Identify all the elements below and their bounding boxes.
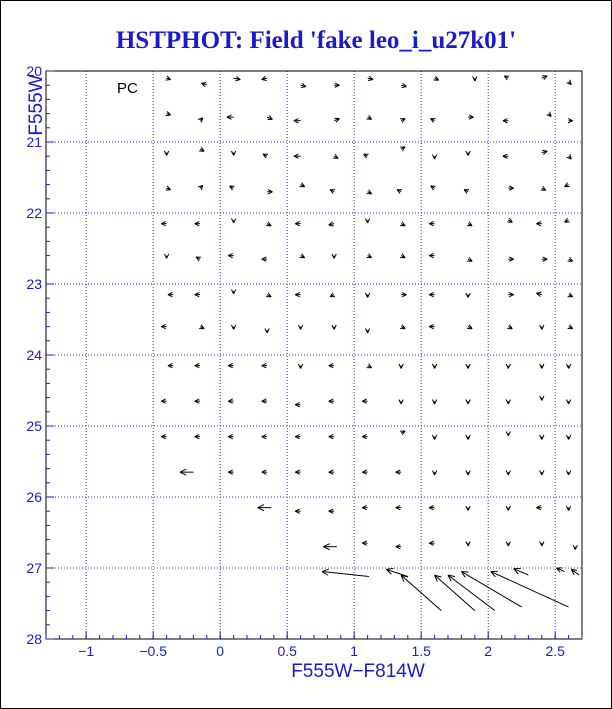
vector-arrow — [540, 435, 544, 440]
y-tick-label-1: 21 — [26, 134, 42, 150]
vector-arrow — [166, 111, 171, 115]
vector-arrow — [295, 509, 300, 513]
vector-arrow — [198, 118, 203, 123]
vector-arrow — [266, 293, 271, 297]
chart-title: HSTPHOT: Field 'fake leo_i_u27k01' — [115, 27, 517, 54]
vector-arrow — [228, 253, 233, 257]
vector-arrow — [267, 190, 272, 194]
vector-arrow — [547, 112, 552, 117]
vector-arrow — [540, 325, 544, 330]
vector-arrow — [263, 154, 268, 158]
vector-arrow — [365, 293, 369, 298]
vector-arrow — [573, 545, 577, 550]
vector-arrow — [507, 325, 512, 329]
vector-arrow — [396, 505, 401, 509]
vector-arrow — [400, 222, 405, 226]
y-tick-label-6: 26 — [26, 489, 42, 505]
vector-arrow — [400, 254, 405, 258]
vector-arrow — [466, 151, 470, 156]
vector-arrow — [332, 325, 336, 330]
vector-arrow — [401, 83, 406, 87]
vector-arrow — [262, 434, 267, 438]
vector-arrow — [231, 218, 235, 223]
vector-arrow — [566, 435, 570, 440]
vector-arrow — [504, 76, 509, 80]
vector-arrow — [195, 363, 200, 367]
vector-arrow — [295, 292, 300, 296]
vector-arrow — [396, 470, 401, 474]
vector-arrow — [330, 293, 335, 297]
vector-arrow — [466, 293, 470, 298]
vector-arrow — [396, 545, 401, 549]
vector-arrow — [434, 76, 439, 80]
y-tick-label-3: 23 — [26, 276, 42, 292]
vector-arrow — [466, 435, 470, 440]
vector-arrow — [565, 183, 570, 187]
vector-arrow — [397, 190, 402, 194]
vector-arrow — [161, 399, 166, 403]
vector-arrow — [506, 470, 510, 475]
vector-arrow — [364, 154, 369, 158]
vector-arrow — [566, 470, 570, 475]
vector-arrow — [400, 325, 405, 329]
vector-arrow — [571, 569, 579, 575]
vector-arrow — [473, 76, 477, 81]
vector-layer — [161, 76, 579, 611]
vector-arrow — [467, 325, 472, 329]
vector-arrow — [195, 399, 200, 403]
vector-arrow — [329, 363, 334, 367]
vector-arrow — [332, 254, 336, 259]
x-tick-label-0: −1 — [78, 643, 95, 659]
vector-arrow — [322, 569, 369, 576]
vector-arrow — [168, 363, 173, 367]
vector-arrow — [362, 399, 367, 403]
vector-arrow — [362, 505, 367, 509]
vector-arrow — [258, 505, 271, 511]
vector-arrow — [429, 505, 434, 509]
vector-arrow — [262, 363, 267, 367]
vector-arrow — [227, 115, 234, 119]
vector-arrow — [399, 364, 403, 369]
vector-arrow — [461, 572, 521, 608]
vector-arrow — [230, 186, 235, 190]
vector-arrow — [506, 506, 510, 511]
vector-arrow — [367, 254, 372, 258]
vector-arrow — [295, 470, 300, 474]
vector-arrow — [201, 83, 206, 87]
vector-arrow — [262, 76, 267, 80]
vector-arrow — [568, 257, 573, 261]
vector-arrow — [431, 186, 436, 190]
vector-arrow — [199, 325, 204, 329]
y-axis-label: F555W — [26, 74, 47, 136]
vector-arrow — [565, 218, 570, 222]
vector-arrow — [566, 506, 570, 511]
vector-arrow — [231, 151, 235, 156]
vector-arrow — [503, 154, 508, 158]
vector-arrow — [540, 541, 544, 546]
vector-arrow — [367, 364, 372, 368]
panel-label: PC — [117, 80, 138, 97]
vector-arrow — [294, 119, 301, 123]
vector-arrow — [231, 325, 235, 330]
vector-arrow — [568, 325, 573, 329]
x-tick-label-6: 2 — [484, 643, 493, 659]
vector-arrow — [507, 218, 512, 222]
vector-arrow — [365, 218, 369, 223]
vector-arrow — [294, 154, 301, 158]
vector-arrow — [540, 470, 544, 475]
vector-arrow — [329, 434, 334, 438]
vector-arrow — [429, 324, 434, 328]
vector-arrow — [466, 541, 470, 546]
x-tick-label-1: −0.5 — [139, 643, 168, 659]
vector-arrow — [536, 292, 541, 296]
vector-arrow — [400, 431, 405, 435]
x-tick-label-3: 0.5 — [277, 643, 297, 659]
x-tick-label-7: 2.5 — [545, 643, 565, 659]
vector-arrow — [508, 257, 513, 261]
vector-arrow — [329, 470, 334, 474]
vector-arrow — [295, 434, 300, 438]
vector-arrow — [536, 505, 541, 509]
vector-arrow — [567, 154, 572, 159]
vector-arrow — [467, 257, 472, 261]
vector-arrow — [298, 325, 302, 330]
vector-arrow — [228, 363, 233, 367]
vector-arrow — [368, 76, 373, 80]
vector-arrow — [362, 470, 367, 474]
vector-arrow — [542, 150, 547, 154]
vector-arrow — [367, 115, 372, 119]
vector-arrow — [161, 221, 166, 225]
vector-arrow — [566, 364, 570, 369]
vector-arrow — [466, 399, 470, 404]
y-tick-label-4: 24 — [26, 347, 42, 363]
vector-arrow — [432, 470, 436, 475]
x-tick-label-5: 1.5 — [411, 643, 431, 659]
vector-arrow — [231, 289, 235, 294]
vector-arrow — [557, 568, 565, 572]
vector-arrow — [429, 541, 434, 545]
y-tick-label-8: 28 — [26, 631, 42, 647]
vector-arrow — [506, 399, 510, 404]
x-tick-label-4: 1 — [350, 643, 359, 659]
vector-arrow — [429, 292, 434, 296]
vector-arrow — [400, 119, 405, 123]
vector-arrow — [195, 292, 200, 296]
vector-arrow — [506, 431, 510, 436]
vector-arrow — [198, 185, 203, 190]
vector-arrow — [195, 221, 200, 225]
vector-arrow — [567, 80, 572, 85]
vector-arrow — [295, 403, 300, 407]
vector-arrow — [432, 399, 436, 404]
y-tick-label-0: 20 — [26, 63, 42, 79]
vector-arrow — [401, 292, 406, 296]
y-tick-label-5: 25 — [26, 418, 42, 434]
vector-arrow — [540, 396, 544, 401]
vector-arrow — [429, 221, 434, 225]
vector-arrow — [506, 541, 510, 546]
vector-arrow — [164, 151, 168, 156]
vector-arrow — [362, 434, 367, 438]
vector-arrow — [466, 506, 470, 511]
vector-arrow — [168, 292, 173, 296]
vector-arrow — [508, 186, 513, 190]
vector-arrow — [466, 470, 470, 475]
vector-arrow — [362, 541, 367, 545]
vector-arrow — [262, 257, 267, 261]
vector-arrow — [196, 257, 201, 261]
vector-arrow — [262, 399, 267, 403]
vector-arrow — [180, 469, 193, 475]
vector-arrow — [166, 186, 171, 190]
vector-arrow — [323, 544, 336, 550]
vector-arrow — [566, 399, 570, 404]
vector-arrow — [568, 293, 573, 297]
vector-arrow — [508, 292, 513, 296]
vector-arrow — [195, 434, 200, 438]
y-tick-label-7: 27 — [26, 560, 42, 576]
vector-arrow — [161, 324, 166, 328]
vector-arrow — [506, 364, 510, 369]
vector-arrow — [541, 186, 546, 190]
vector-arrow — [429, 253, 434, 257]
vector-arrow — [536, 221, 541, 225]
vector-arrow — [464, 190, 469, 194]
vector-arrow — [300, 254, 305, 258]
vector-arrow — [400, 147, 405, 151]
vector-arrow — [542, 76, 547, 80]
vector-arrow — [266, 222, 271, 226]
vector-arrow — [491, 571, 569, 607]
x-axis-label: F555W−F814W — [291, 661, 425, 682]
vector-arrow — [386, 569, 407, 577]
vector-arrow — [228, 399, 233, 403]
vector-arrow — [329, 399, 334, 403]
vector-arrow — [330, 190, 335, 194]
vector-arrow — [568, 119, 573, 123]
vector-arrow — [365, 328, 369, 333]
vector-arrow — [514, 568, 529, 575]
vector-arrow — [228, 470, 233, 474]
vector-arrow — [262, 470, 267, 474]
vector-arrow — [298, 364, 302, 369]
axis-ticks — [26, 63, 582, 659]
vector-arrow — [334, 118, 339, 122]
vector-arrow — [265, 328, 269, 333]
vector-arrow — [399, 399, 403, 404]
vector-arrow — [166, 76, 171, 80]
vector-arrow — [467, 222, 472, 226]
vector-arrow — [333, 154, 338, 158]
grid-lines — [46, 71, 582, 639]
x-tick-label-2: 0 — [216, 643, 225, 659]
vector-arrow — [234, 76, 241, 80]
vector-arrow — [301, 83, 306, 87]
vector-arrow — [432, 364, 436, 369]
vector-arrow — [503, 119, 508, 123]
vector-arrow — [334, 83, 339, 87]
vector-arrow — [431, 119, 436, 123]
vector-arrow — [295, 221, 300, 225]
vector-arrow — [367, 190, 372, 194]
vector-arrow — [432, 435, 436, 440]
vector-arrow — [468, 115, 473, 119]
vector-arrow — [540, 364, 544, 369]
vector-arrow — [267, 116, 272, 120]
vector-arrow — [466, 364, 470, 369]
vector-arrow — [329, 509, 334, 513]
vector-arrow — [199, 147, 204, 151]
y-tick-label-2: 22 — [26, 205, 42, 221]
vector-arrow — [542, 257, 547, 261]
vector-arrow — [329, 222, 334, 226]
vector-arrow — [164, 254, 168, 259]
vector-arrow — [161, 434, 166, 438]
vector-arrow — [228, 434, 233, 438]
vector-arrow — [300, 183, 305, 187]
vector-arrow — [432, 155, 436, 160]
